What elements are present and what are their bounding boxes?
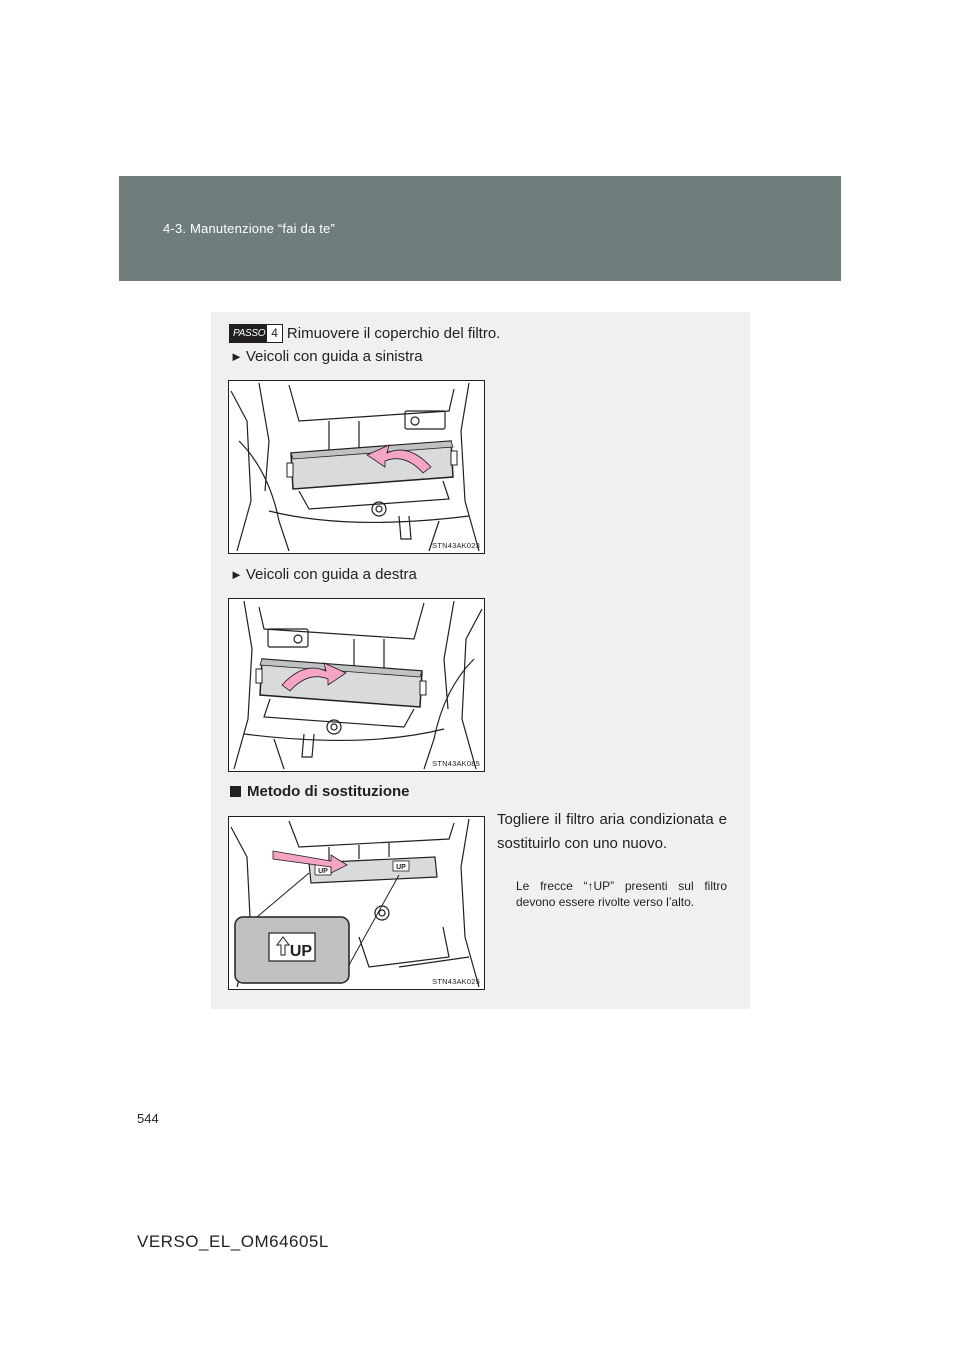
method-note: Le frecce “↑UP” presenti sul filtro devono essere rivolte verso l’alto. xyxy=(516,879,727,909)
filter-cover-lhd xyxy=(287,441,457,489)
filter-up-mark-1: UP xyxy=(318,868,328,875)
step-text: Rimuovere il coperchio del filtro. xyxy=(286,324,501,342)
variant-lhd-label xyxy=(230,348,423,365)
square-bullet-icon xyxy=(230,786,241,797)
variant-lhd-text: Veicoli con guida a sinistra xyxy=(245,348,423,365)
step-badge xyxy=(229,324,283,343)
filter-up-mark-2: UP xyxy=(396,864,406,871)
content-panel xyxy=(211,312,750,1009)
step-badge-number: 4 xyxy=(267,325,282,342)
figure-method-code: STN43AK025 xyxy=(432,977,480,986)
variant-rhd-text: Veicoli con guida a destra xyxy=(245,566,417,583)
method-instruction: Togliere il filtro aria condizionata e sostituirlo con uno nuovo. xyxy=(497,811,727,852)
figure-lhd xyxy=(228,380,485,554)
page-number: 544 xyxy=(137,1111,159,1126)
variant-rhd-label xyxy=(230,566,417,583)
figure-method xyxy=(228,816,485,990)
method-title xyxy=(230,783,410,800)
figure-lhd-code: STN43AK023 xyxy=(432,541,480,550)
figure-rhd xyxy=(228,598,485,772)
filter-cover-rhd xyxy=(256,659,426,707)
page-header xyxy=(119,176,841,281)
method-title-text: Metodo di sostituzione xyxy=(247,783,410,800)
triangle-bullet-icon: ► xyxy=(230,567,243,582)
header-section-title: 4-3. Manutenzione “fai da te” xyxy=(163,221,336,236)
magnified-up-text: UP xyxy=(289,943,313,960)
filter-cover-rhd-illustration xyxy=(229,599,484,771)
step-badge-label: PASSO xyxy=(230,325,267,342)
up-label-magnified xyxy=(235,917,349,983)
filter-cover-lhd-illustration xyxy=(229,381,484,553)
filter-replacement-illustration xyxy=(229,817,484,989)
step-row xyxy=(229,322,500,344)
footer-manual-code: VERSO_EL_OM64605L xyxy=(137,1232,329,1251)
triangle-bullet-icon: ► xyxy=(230,349,243,364)
figure-rhd-code: STN43AK085 xyxy=(432,759,480,768)
